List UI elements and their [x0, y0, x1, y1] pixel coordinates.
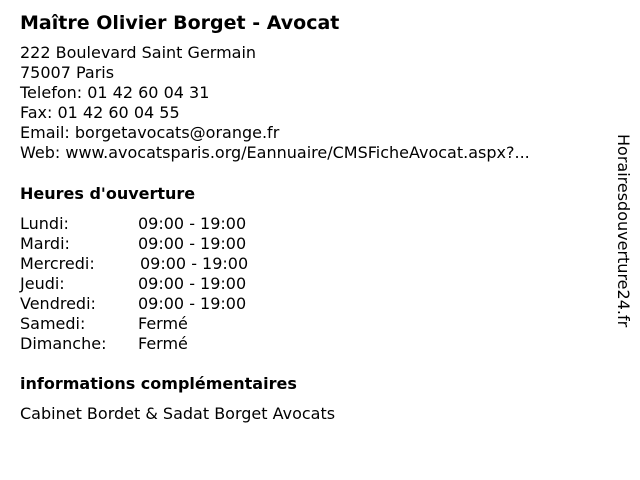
day-label: Mardi: [20, 234, 70, 253]
time-range: Fermé [138, 314, 188, 333]
city-address: 75007 Paris [20, 63, 115, 82]
street-address: 222 Boulevard Saint Germain [20, 43, 257, 62]
fax-number: Fax: 01 42 60 04 55 [20, 103, 180, 122]
day-label: Lundi: [20, 214, 69, 233]
site-watermark: Horairesdouverture24.fr [614, 134, 633, 328]
time-range: 09:00 - 19:00 [138, 234, 247, 253]
email-address: Email: borgetavocats@orange.fr [20, 123, 280, 142]
page-title: Maître Olivier Borget - Avocat [20, 12, 340, 34]
day-label: Jeudi: [20, 274, 65, 293]
time-range: 09:00 - 19:00 [138, 274, 247, 293]
time-range: 09:00 - 19:00 [138, 294, 247, 313]
time-range: 09:00 - 19:00 [140, 254, 249, 273]
day-label: Mercredi: [20, 254, 95, 273]
time-range: Fermé [138, 334, 188, 353]
time-range: 09:00 - 19:00 [138, 214, 247, 233]
additional-info-text: Cabinet Bordet & Sadat Borget Avocats [20, 404, 336, 423]
contact-block [20, 43, 530, 163]
phone-number: Telefon: 01 42 60 04 31 [20, 83, 210, 102]
day-label: Vendredi: [20, 294, 96, 313]
day-label: Dimanche: [20, 334, 107, 353]
website-url: Web: www.avocatsparis.org/Eannuaire/CMSFicheAvocat.aspx?... [20, 143, 530, 162]
hours-heading: Heures d'ouverture [20, 184, 196, 203]
day-label: Samedi: [20, 314, 86, 333]
additional-info-heading: informations complémentaires [20, 374, 297, 393]
